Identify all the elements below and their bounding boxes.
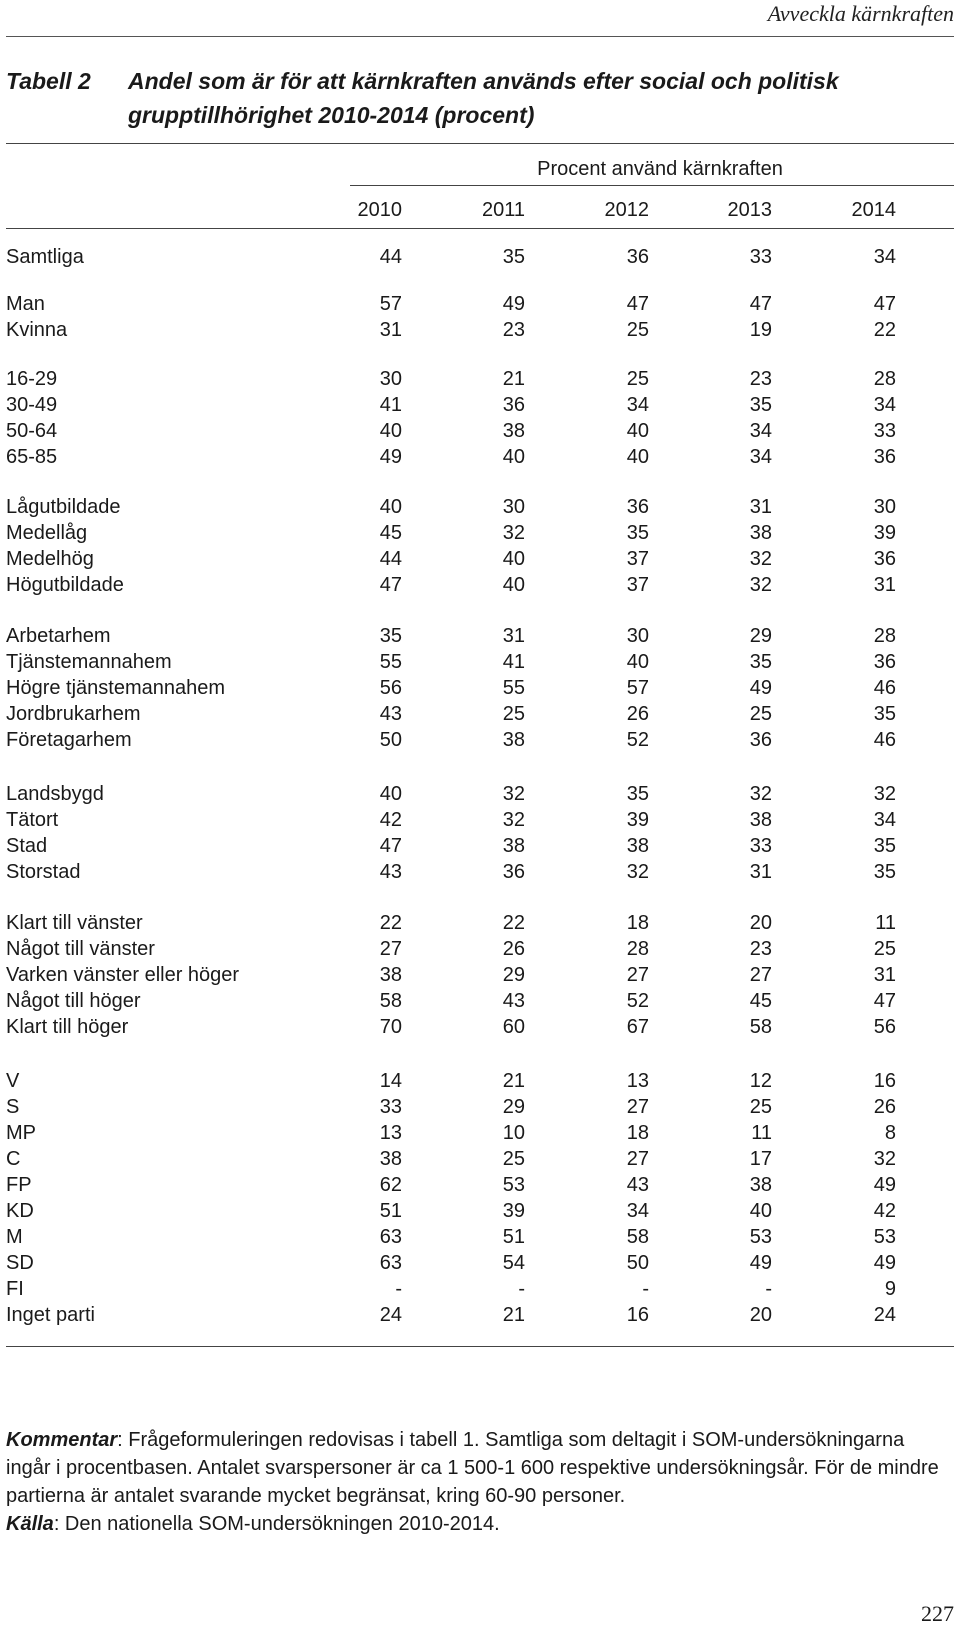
cell-2012: 27 [626, 1148, 649, 1170]
cell-2012: 43 [626, 1174, 649, 1196]
row-label: Man [6, 293, 45, 315]
cell-2012: 50 [626, 1252, 649, 1274]
cell-2013: 35 [749, 651, 772, 673]
cell-2011: 32 [502, 522, 525, 544]
row-label: Medelhög [6, 548, 94, 570]
cell-2011: 49 [502, 293, 525, 315]
group-header-rule [350, 185, 954, 186]
cell-2010: 70 [379, 1016, 402, 1038]
cell-2012: 26 [626, 703, 649, 725]
table-row [6, 1068, 954, 1095]
cell-2012: 30 [626, 625, 649, 647]
year-header-2010: 2010 [357, 199, 402, 221]
row-label: C [6, 1148, 21, 1170]
cell-2013: 31 [749, 861, 772, 883]
cell-2012: 38 [626, 835, 649, 857]
row-label: FP [6, 1174, 32, 1196]
table-row [6, 244, 954, 271]
row-label: KD [6, 1200, 34, 1222]
cell-2011: 39 [502, 1200, 525, 1222]
cell-2014: 32 [873, 1148, 896, 1170]
cell-2013: 25 [749, 703, 772, 725]
cell-2014: 32 [873, 783, 896, 805]
header-bottom-rule [6, 228, 954, 229]
row-label: Medellåg [6, 522, 88, 544]
cell-2013: 23 [749, 368, 772, 390]
cell-2012: 25 [626, 319, 649, 341]
cell-2011: 32 [502, 783, 525, 805]
cell-2010: 44 [379, 246, 402, 268]
cell-2013: 32 [749, 574, 772, 596]
table-row [6, 1146, 954, 1173]
cell-2014: 49 [873, 1174, 896, 1196]
cell-2014: 25 [873, 938, 896, 960]
cell-2012: 34 [626, 1200, 649, 1222]
table-row [6, 1250, 954, 1277]
cell-2014: 28 [873, 368, 896, 390]
cell-2014: 34 [873, 809, 896, 831]
year-header-2013: 2013 [727, 199, 772, 221]
cell-2012: 18 [626, 1122, 649, 1144]
cell-2013: 35 [749, 394, 772, 416]
cell-2013: 40 [749, 1200, 772, 1222]
table-row [6, 623, 954, 650]
cell-2014: 35 [873, 861, 896, 883]
row-label: Klart till höger [6, 1016, 129, 1038]
cell-2012: 40 [626, 446, 649, 468]
row-label: 30-49 [6, 394, 58, 416]
top-rule [6, 36, 954, 37]
row-label: 50-64 [6, 420, 58, 442]
cell-2013: 36 [749, 729, 772, 751]
table-row [6, 988, 954, 1015]
cell-2011: 53 [502, 1174, 525, 1196]
row-label: Kvinna [6, 319, 68, 341]
year-header-2011: 2011 [481, 199, 525, 221]
table-row [6, 962, 954, 989]
row-label: Företagarhem [6, 729, 132, 751]
cell-2011: 25 [502, 703, 525, 725]
cell-2012: 36 [626, 496, 649, 518]
cell-2010: 35 [379, 625, 402, 647]
cell-2010: 40 [379, 496, 402, 518]
cell-2014: 36 [873, 446, 896, 468]
table-row [6, 1302, 954, 1329]
row-label: S [6, 1096, 20, 1118]
cell-2014: 47 [873, 990, 896, 1012]
table-row [6, 546, 954, 573]
table-row [6, 833, 954, 860]
cell-2011: 31 [502, 625, 525, 647]
cell-2010: 43 [379, 703, 402, 725]
cell-2013: 34 [749, 420, 772, 442]
row-label: Klart till vänster [6, 912, 143, 934]
cell-2012: 67 [626, 1016, 649, 1038]
cell-2011: - [518, 1278, 525, 1300]
cell-2011: 25 [502, 1148, 525, 1170]
cell-2013: 32 [749, 783, 772, 805]
table-row [6, 1224, 954, 1251]
row-label: Inget parti [6, 1304, 95, 1326]
row-label: Tjänstemannahem [6, 651, 172, 673]
cell-2013: 34 [749, 446, 772, 468]
table-row [6, 317, 954, 344]
table-row [6, 494, 954, 521]
cell-2014: 22 [873, 319, 896, 341]
table-row [6, 936, 954, 963]
cell-2012: 32 [626, 861, 649, 883]
cell-2012: - [642, 1278, 649, 1300]
table-row [6, 649, 954, 676]
cell-2012: 52 [626, 990, 649, 1012]
cell-2011: 40 [502, 548, 525, 570]
table-row [6, 910, 954, 937]
cell-2013: 27 [749, 964, 772, 986]
cell-2013: - [765, 1278, 772, 1300]
cell-2010: 38 [379, 1148, 402, 1170]
cell-2011: 43 [502, 990, 525, 1012]
cell-2014: 42 [873, 1200, 896, 1222]
cell-2013: 53 [749, 1226, 772, 1248]
row-label: Högutbildade [6, 574, 124, 596]
cell-2014: 34 [873, 246, 896, 268]
cell-2012: 40 [626, 420, 649, 442]
cell-2012: 37 [626, 574, 649, 596]
cell-2013: 47 [749, 293, 772, 315]
cell-2011: 21 [502, 1304, 525, 1326]
cell-2011: 10 [502, 1122, 525, 1144]
row-label: Varken vänster eller höger [6, 964, 240, 986]
cell-2011: 23 [502, 319, 525, 341]
table-row [6, 1198, 954, 1225]
year-header-2012: 2012 [604, 199, 649, 221]
cell-2013: 25 [749, 1096, 772, 1118]
cell-2010: 38 [379, 964, 402, 986]
table-notes [6, 1426, 954, 1538]
cell-2014: 36 [873, 651, 896, 673]
row-label: Samtliga [6, 246, 84, 268]
cell-2010: 24 [379, 1304, 402, 1326]
source-note [6, 1510, 954, 1538]
cell-2013: 11 [751, 1122, 772, 1144]
cell-2011: 40 [502, 574, 525, 596]
row-label: Arbetarhem [6, 625, 111, 647]
page-number: 227 [921, 1601, 954, 1626]
cell-2012: 39 [626, 809, 649, 831]
comment-text: : Frågeformuleringen redovisas i tabell 1. Samtliga som deltagit i SOM-undersökningarna ingår i procentbasen. Antalet svarspersoner är ca 1 500-1 600 respektive undersökningsår. För de mindre partierna är antalet svarande mycket begränsat, kring 60-90 personer. [6, 1429, 939, 1507]
row-label: Tätort [6, 809, 59, 831]
cell-2010: 42 [379, 809, 402, 831]
table-row [6, 1276, 954, 1303]
cell-2011: 38 [502, 835, 525, 857]
cell-2012: 27 [626, 1096, 649, 1118]
table-row [6, 1014, 954, 1041]
cell-2010: 14 [379, 1070, 402, 1092]
cell-2011: 22 [502, 912, 525, 934]
cell-2010: - [395, 1278, 402, 1300]
cell-2012: 13 [626, 1070, 649, 1092]
cell-2012: 58 [626, 1226, 649, 1248]
cell-2013: 49 [749, 677, 772, 699]
cell-2010: 51 [379, 1200, 402, 1222]
year-header-2014: 2014 [851, 199, 896, 221]
cell-2010: 44 [379, 548, 402, 570]
cell-2011: 51 [502, 1226, 525, 1248]
cell-2011: 36 [502, 861, 525, 883]
row-label: 16-29 [6, 368, 58, 390]
row-label: Något till vänster [6, 938, 155, 960]
row-label: V [6, 1070, 20, 1092]
cell-2013: 38 [749, 809, 772, 831]
row-label: Något till höger [6, 990, 141, 1012]
table-row [6, 781, 954, 808]
cell-2010: 63 [379, 1226, 402, 1248]
cell-2010: 62 [379, 1174, 402, 1196]
cell-2010: 41 [379, 394, 402, 416]
comment-lead: Kommentar [6, 1429, 118, 1451]
table-row [6, 701, 954, 728]
cell-2013: 20 [749, 1304, 772, 1326]
cell-2011: 38 [502, 729, 525, 751]
cell-2010: 63 [379, 1252, 402, 1274]
row-label: Jordbrukarhem [6, 703, 141, 725]
cell-2012: 28 [626, 938, 649, 960]
cell-2014: 16 [873, 1070, 896, 1092]
cell-2012: 27 [626, 964, 649, 986]
cell-2014: 8 [884, 1122, 896, 1144]
cell-2013: 29 [749, 625, 772, 647]
cell-2011: 40 [502, 446, 525, 468]
cell-2013: 33 [749, 835, 772, 857]
cell-2010: 49 [379, 446, 402, 468]
table-top-rule [6, 143, 954, 144]
row-label: Stad [6, 835, 48, 857]
cell-2014: 31 [873, 574, 896, 596]
table-row [6, 572, 954, 599]
table-row [6, 807, 954, 834]
cell-2010: 33 [379, 1096, 402, 1118]
cell-2010: 31 [379, 319, 402, 341]
table-row [6, 291, 954, 318]
row-label: M [6, 1226, 23, 1248]
table-row [6, 675, 954, 702]
cell-2011: 21 [502, 368, 525, 390]
cell-2011: 29 [502, 1096, 525, 1118]
cell-2011: 38 [502, 420, 525, 442]
table-title: Andel som är för att kärnkraften används efter social och politisk grupptillhörighet 2010-2014 (procent) [128, 68, 839, 128]
table-row [6, 727, 954, 754]
cell-2011: 35 [502, 246, 525, 268]
column-group-header: Procent använd kärnkraften [537, 158, 783, 180]
cell-2014: 39 [873, 522, 896, 544]
cell-2014: 33 [873, 420, 896, 442]
cell-2014: 30 [873, 496, 896, 518]
cell-2010: 45 [379, 522, 402, 544]
row-label: MP [6, 1122, 36, 1144]
cell-2012: 47 [626, 293, 649, 315]
cell-2010: 47 [379, 574, 402, 596]
table-row [6, 392, 954, 419]
cell-2013: 20 [749, 912, 772, 934]
cell-2012: 40 [626, 651, 649, 673]
row-label: Landsbygd [6, 783, 104, 805]
cell-2013: 12 [749, 1070, 772, 1092]
cell-2010: 43 [379, 861, 402, 883]
cell-2013: 38 [749, 522, 772, 544]
cell-2010: 30 [379, 368, 402, 390]
cell-2012: 16 [626, 1304, 649, 1326]
table-row [6, 444, 954, 471]
cell-2013: 19 [749, 319, 772, 341]
cell-2014: 35 [873, 835, 896, 857]
cell-2014: 31 [873, 964, 896, 986]
cell-2012: 52 [626, 729, 649, 751]
cell-2013: 17 [749, 1148, 772, 1170]
comment-note [6, 1426, 954, 1510]
cell-2013: 45 [749, 990, 772, 1012]
cell-2012: 35 [626, 783, 649, 805]
table-row [6, 859, 954, 886]
cell-2011: 54 [502, 1252, 525, 1274]
cell-2011: 32 [502, 809, 525, 831]
cell-2013: 31 [749, 496, 772, 518]
cell-2011: 55 [502, 677, 525, 699]
cell-2012: 18 [626, 912, 649, 934]
cell-2010: 22 [379, 912, 402, 934]
cell-2014: 9 [884, 1278, 896, 1300]
cell-2011: 60 [502, 1016, 525, 1038]
cell-2013: 58 [749, 1016, 772, 1038]
cell-2011: 21 [502, 1070, 525, 1092]
cell-2011: 30 [502, 496, 525, 518]
table-row [6, 1094, 954, 1121]
table-row [6, 418, 954, 445]
cell-2011: 29 [502, 964, 525, 986]
cell-2010: 47 [379, 835, 402, 857]
cell-2010: 40 [379, 420, 402, 442]
table-row [6, 1120, 954, 1147]
row-label: Högre tjänstemannahem [6, 677, 226, 699]
row-label: 65-85 [6, 446, 58, 468]
cell-2014: 34 [873, 394, 896, 416]
cell-2012: 35 [626, 522, 649, 544]
table-row [6, 366, 954, 393]
cell-2012: 36 [626, 246, 649, 268]
cell-2013: 49 [749, 1252, 772, 1274]
table-label: Tabell 2 [6, 68, 91, 94]
cell-2014: 11 [875, 912, 896, 934]
cell-2013: 23 [749, 938, 772, 960]
cell-2012: 57 [626, 677, 649, 699]
row-label: Storstad [6, 861, 81, 883]
cell-2010: 57 [379, 293, 402, 315]
row-label: SD [6, 1252, 34, 1274]
cell-2013: 38 [749, 1174, 772, 1196]
cell-2014: 36 [873, 548, 896, 570]
row-label: Lågutbildade [6, 496, 121, 518]
table-bottom-rule [6, 1346, 954, 1347]
cell-2014: 46 [873, 729, 896, 751]
running-head: Avveckla kärnkraften [767, 1, 954, 26]
cell-2013: 33 [749, 246, 772, 268]
cell-2012: 25 [626, 368, 649, 390]
cell-2012: 37 [626, 548, 649, 570]
cell-2014: 28 [873, 625, 896, 647]
cell-2011: 26 [502, 938, 525, 960]
cell-2011: 36 [502, 394, 525, 416]
cell-2010: 56 [379, 677, 402, 699]
table-row [6, 520, 954, 547]
cell-2011: 41 [502, 651, 525, 673]
cell-2010: 27 [379, 938, 402, 960]
cell-2014: 46 [873, 677, 896, 699]
source-lead: Källa [6, 1513, 54, 1535]
cell-2014: 26 [873, 1096, 896, 1118]
cell-2012: 34 [626, 394, 649, 416]
cell-2014: 56 [873, 1016, 896, 1038]
cell-2013: 32 [749, 548, 772, 570]
table-row [6, 1172, 954, 1199]
cell-2010: 50 [379, 729, 402, 751]
cell-2014: 35 [873, 703, 896, 725]
cell-2010: 40 [379, 783, 402, 805]
source-text: : Den nationella SOM-undersökningen 2010-2014. [53, 1513, 500, 1535]
cell-2010: 58 [379, 990, 402, 1012]
cell-2014: 53 [873, 1226, 896, 1248]
cell-2014: 49 [873, 1252, 896, 1274]
cell-2010: 55 [379, 651, 402, 673]
row-label: FI [6, 1278, 24, 1300]
cell-2014: 47 [873, 293, 896, 315]
cell-2010: 13 [379, 1122, 402, 1144]
cell-2014: 24 [873, 1304, 896, 1326]
